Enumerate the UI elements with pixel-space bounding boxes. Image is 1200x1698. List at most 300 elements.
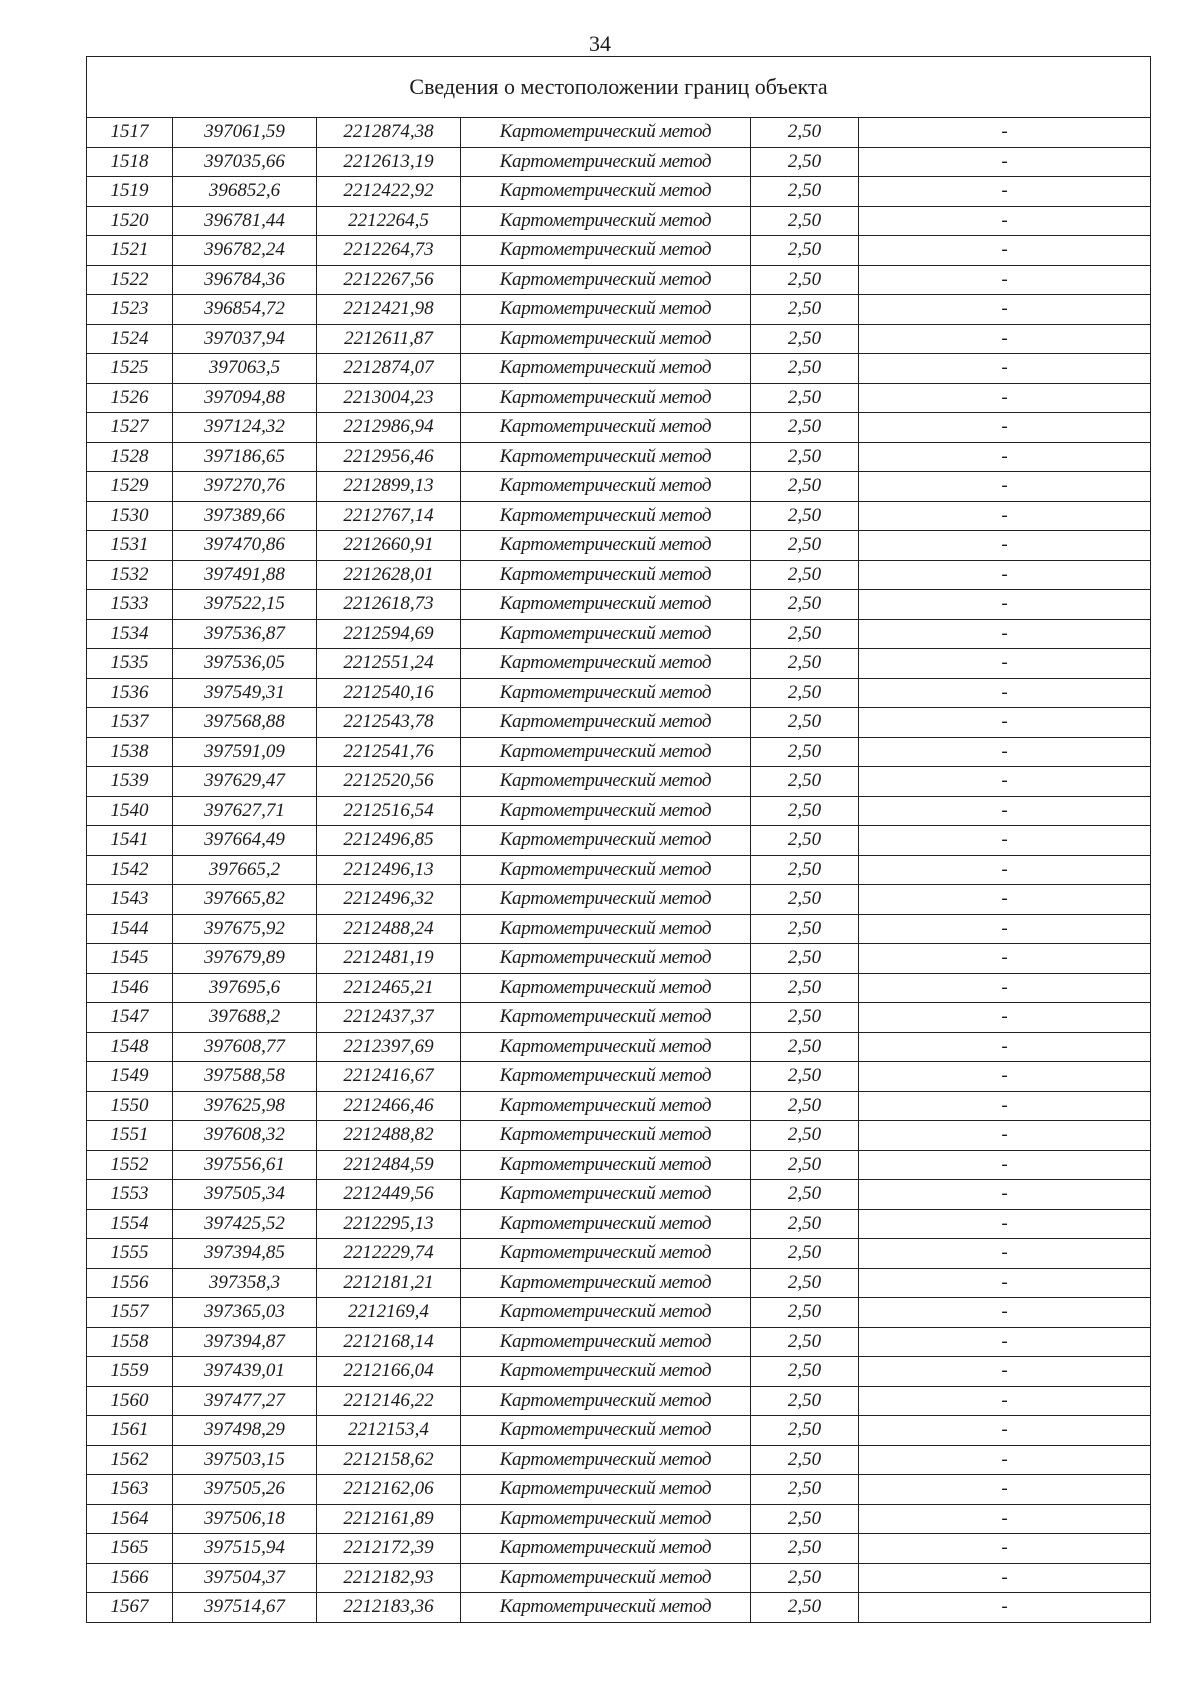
method-cell: Картометрический метод xyxy=(461,1504,751,1534)
description-cell: - xyxy=(859,1357,1151,1387)
method-cell: Картометрический метод xyxy=(461,590,751,620)
method-cell: Картометрический метод xyxy=(461,324,751,354)
point-number-cell: 1523 xyxy=(87,295,173,325)
table-row xyxy=(87,1209,1151,1239)
y-coordinate-cell: 2212496,85 xyxy=(317,826,461,856)
table-row xyxy=(87,796,1151,826)
accuracy-cell: 2,50 xyxy=(751,1475,859,1505)
point-number-cell: 1555 xyxy=(87,1239,173,1269)
accuracy-cell: 2,50 xyxy=(751,560,859,590)
table-row xyxy=(87,472,1151,502)
table-row xyxy=(87,560,1151,590)
method-cell: Картометрический метод xyxy=(461,619,751,649)
method-cell: Картометрический метод xyxy=(461,236,751,266)
x-coordinate-cell: 397665,2 xyxy=(173,855,317,885)
accuracy-cell: 2,50 xyxy=(751,1121,859,1151)
x-coordinate-cell: 397035,66 xyxy=(173,147,317,177)
method-cell: Картометрический метод xyxy=(461,531,751,561)
point-number-cell: 1549 xyxy=(87,1062,173,1092)
x-coordinate-cell: 397394,87 xyxy=(173,1327,317,1357)
accuracy-cell: 2,50 xyxy=(751,1445,859,1475)
accuracy-cell: 2,50 xyxy=(751,531,859,561)
y-coordinate-cell: 2212465,21 xyxy=(317,973,461,1003)
method-cell: Картометрический метод xyxy=(461,1150,751,1180)
x-coordinate-cell: 397505,34 xyxy=(173,1180,317,1210)
description-cell: - xyxy=(859,1268,1151,1298)
x-coordinate-cell: 397591,09 xyxy=(173,737,317,767)
point-number-cell: 1525 xyxy=(87,354,173,384)
method-cell: Картометрический метод xyxy=(461,206,751,236)
x-coordinate-cell: 396784,36 xyxy=(173,265,317,295)
y-coordinate-cell: 2213004,23 xyxy=(317,383,461,413)
y-coordinate-cell: 2212169,4 xyxy=(317,1298,461,1328)
table-row xyxy=(87,649,1151,679)
y-coordinate-cell: 2212182,93 xyxy=(317,1563,461,1593)
description-cell: - xyxy=(859,383,1151,413)
y-coordinate-cell: 2212541,76 xyxy=(317,737,461,767)
description-cell: - xyxy=(859,1386,1151,1416)
point-number-cell: 1543 xyxy=(87,885,173,915)
point-number-cell: 1517 xyxy=(87,118,173,148)
point-number-cell: 1554 xyxy=(87,1209,173,1239)
description-cell: - xyxy=(859,236,1151,266)
point-number-cell: 1563 xyxy=(87,1475,173,1505)
x-coordinate-cell: 397503,15 xyxy=(173,1445,317,1475)
method-cell: Картометрический метод xyxy=(461,1563,751,1593)
y-coordinate-cell: 2212488,82 xyxy=(317,1121,461,1151)
accuracy-cell: 2,50 xyxy=(751,619,859,649)
x-coordinate-cell: 397665,82 xyxy=(173,885,317,915)
point-number-cell: 1542 xyxy=(87,855,173,885)
description-cell: - xyxy=(859,1121,1151,1151)
point-number-cell: 1536 xyxy=(87,678,173,708)
method-cell: Картометрический метод xyxy=(461,826,751,856)
method-cell: Картометрический метод xyxy=(461,265,751,295)
table-row xyxy=(87,1504,1151,1534)
point-number-cell: 1524 xyxy=(87,324,173,354)
description-cell: - xyxy=(859,1534,1151,1564)
description-cell: - xyxy=(859,324,1151,354)
point-number-cell: 1544 xyxy=(87,914,173,944)
description-cell: - xyxy=(859,354,1151,384)
table-row xyxy=(87,1268,1151,1298)
accuracy-cell: 2,50 xyxy=(751,442,859,472)
table-row xyxy=(87,147,1151,177)
method-cell: Картометрический метод xyxy=(461,1121,751,1151)
y-coordinate-cell: 2212172,39 xyxy=(317,1534,461,1564)
x-coordinate-cell: 397505,26 xyxy=(173,1475,317,1505)
x-coordinate-cell: 397536,87 xyxy=(173,619,317,649)
x-coordinate-cell: 397522,15 xyxy=(173,590,317,620)
x-coordinate-cell: 397629,47 xyxy=(173,767,317,797)
table-row xyxy=(87,619,1151,649)
accuracy-cell: 2,50 xyxy=(751,265,859,295)
point-number-cell: 1540 xyxy=(87,796,173,826)
accuracy-cell: 2,50 xyxy=(751,1239,859,1269)
y-coordinate-cell: 2212986,94 xyxy=(317,413,461,443)
accuracy-cell: 2,50 xyxy=(751,1268,859,1298)
method-cell: Картометрический метод xyxy=(461,737,751,767)
table-row xyxy=(87,1121,1151,1151)
point-number-cell: 1519 xyxy=(87,177,173,207)
table-row xyxy=(87,1475,1151,1505)
table-row xyxy=(87,324,1151,354)
accuracy-cell: 2,50 xyxy=(751,295,859,325)
y-coordinate-cell: 2212166,04 xyxy=(317,1357,461,1387)
y-coordinate-cell: 2212466,46 xyxy=(317,1091,461,1121)
x-coordinate-cell: 396781,44 xyxy=(173,206,317,236)
y-coordinate-cell: 2212449,56 xyxy=(317,1180,461,1210)
table-row xyxy=(87,1062,1151,1092)
method-cell: Картометрический метод xyxy=(461,914,751,944)
y-coordinate-cell: 2212481,19 xyxy=(317,944,461,974)
x-coordinate-cell: 396852,6 xyxy=(173,177,317,207)
x-coordinate-cell: 397394,85 xyxy=(173,1239,317,1269)
method-cell: Картометрический метод xyxy=(461,1593,751,1623)
method-cell: Картометрический метод xyxy=(461,1032,751,1062)
method-cell: Картометрический метод xyxy=(461,1445,751,1475)
y-coordinate-cell: 2212874,38 xyxy=(317,118,461,148)
accuracy-cell: 2,50 xyxy=(751,1091,859,1121)
table-caption: Сведения о местоположении границ объекта xyxy=(87,57,1151,118)
description-cell: - xyxy=(859,1180,1151,1210)
y-coordinate-cell: 2212264,5 xyxy=(317,206,461,236)
accuracy-cell: 2,50 xyxy=(751,826,859,856)
table-row xyxy=(87,265,1151,295)
page-number: 34 xyxy=(589,31,611,56)
y-coordinate-cell: 2212168,14 xyxy=(317,1327,461,1357)
x-coordinate-cell: 397504,37 xyxy=(173,1563,317,1593)
y-coordinate-cell: 2212267,56 xyxy=(317,265,461,295)
accuracy-cell: 2,50 xyxy=(751,1357,859,1387)
x-coordinate-cell: 397568,88 xyxy=(173,708,317,738)
table-row xyxy=(87,1593,1151,1623)
point-number-cell: 1560 xyxy=(87,1386,173,1416)
method-cell: Картометрический метод xyxy=(461,501,751,531)
y-coordinate-cell: 2212397,69 xyxy=(317,1032,461,1062)
point-number-cell: 1527 xyxy=(87,413,173,443)
description-cell: - xyxy=(859,973,1151,1003)
table-row xyxy=(87,1180,1151,1210)
y-coordinate-cell: 2212874,07 xyxy=(317,354,461,384)
x-coordinate-cell: 397477,27 xyxy=(173,1386,317,1416)
method-cell: Картометрический метод xyxy=(461,1357,751,1387)
description-cell: - xyxy=(859,295,1151,325)
table-row xyxy=(87,1416,1151,1446)
x-coordinate-cell: 397556,61 xyxy=(173,1150,317,1180)
point-number-cell: 1545 xyxy=(87,944,173,974)
description-cell: - xyxy=(859,177,1151,207)
x-coordinate-cell: 397270,76 xyxy=(173,472,317,502)
accuracy-cell: 2,50 xyxy=(751,1209,859,1239)
description-cell: - xyxy=(859,1563,1151,1593)
y-coordinate-cell: 2212153,4 xyxy=(317,1416,461,1446)
description-cell: - xyxy=(859,1593,1151,1623)
table-row xyxy=(87,973,1151,1003)
table-row xyxy=(87,383,1151,413)
method-cell: Картометрический метод xyxy=(461,1180,751,1210)
table-row xyxy=(87,413,1151,443)
point-number-cell: 1531 xyxy=(87,531,173,561)
y-coordinate-cell: 2212484,59 xyxy=(317,1150,461,1180)
x-coordinate-cell: 397625,98 xyxy=(173,1091,317,1121)
method-cell: Картометрический метод xyxy=(461,1475,751,1505)
x-coordinate-cell: 397439,01 xyxy=(173,1357,317,1387)
x-coordinate-cell: 397061,59 xyxy=(173,118,317,148)
point-number-cell: 1553 xyxy=(87,1180,173,1210)
y-coordinate-cell: 2212613,19 xyxy=(317,147,461,177)
point-number-cell: 1541 xyxy=(87,826,173,856)
table-row xyxy=(87,944,1151,974)
point-number-cell: 1546 xyxy=(87,973,173,1003)
table-row xyxy=(87,177,1151,207)
x-coordinate-cell: 397491,88 xyxy=(173,560,317,590)
accuracy-cell: 2,50 xyxy=(751,177,859,207)
x-coordinate-cell: 396782,24 xyxy=(173,236,317,266)
method-cell: Картометрический метод xyxy=(461,796,751,826)
y-coordinate-cell: 2212496,32 xyxy=(317,885,461,915)
point-number-cell: 1535 xyxy=(87,649,173,679)
table-row xyxy=(87,826,1151,856)
point-number-cell: 1557 xyxy=(87,1298,173,1328)
accuracy-cell: 2,50 xyxy=(751,236,859,266)
description-cell: - xyxy=(859,1504,1151,1534)
description-cell: - xyxy=(859,678,1151,708)
accuracy-cell: 2,50 xyxy=(751,1327,859,1357)
description-cell: - xyxy=(859,1327,1151,1357)
accuracy-cell: 2,50 xyxy=(751,354,859,384)
y-coordinate-cell: 2212956,46 xyxy=(317,442,461,472)
method-cell: Картометрический метод xyxy=(461,1062,751,1092)
description-cell: - xyxy=(859,649,1151,679)
accuracy-cell: 2,50 xyxy=(751,1003,859,1033)
table-row xyxy=(87,1327,1151,1357)
y-coordinate-cell: 2212295,13 xyxy=(317,1209,461,1239)
x-coordinate-cell: 397514,67 xyxy=(173,1593,317,1623)
table-row xyxy=(87,914,1151,944)
y-coordinate-cell: 2212264,73 xyxy=(317,236,461,266)
method-cell: Картометрический метод xyxy=(461,1298,751,1328)
method-cell: Картометрический метод xyxy=(461,442,751,472)
method-cell: Картометрический метод xyxy=(461,413,751,443)
point-number-cell: 1537 xyxy=(87,708,173,738)
method-cell: Картометрический метод xyxy=(461,1239,751,1269)
point-number-cell: 1548 xyxy=(87,1032,173,1062)
accuracy-cell: 2,50 xyxy=(751,1062,859,1092)
description-cell: - xyxy=(859,914,1151,944)
y-coordinate-cell: 2212611,87 xyxy=(317,324,461,354)
description-cell: - xyxy=(859,767,1151,797)
accuracy-cell: 2,50 xyxy=(751,737,859,767)
description-cell: - xyxy=(859,118,1151,148)
method-cell: Картометрический метод xyxy=(461,1416,751,1446)
accuracy-cell: 2,50 xyxy=(751,973,859,1003)
y-coordinate-cell: 2212660,91 xyxy=(317,531,461,561)
accuracy-cell: 2,50 xyxy=(751,1298,859,1328)
point-number-cell: 1533 xyxy=(87,590,173,620)
y-coordinate-cell: 2212229,74 xyxy=(317,1239,461,1269)
table-row xyxy=(87,590,1151,620)
description-cell: - xyxy=(859,531,1151,561)
y-coordinate-cell: 2212183,36 xyxy=(317,1593,461,1623)
accuracy-cell: 2,50 xyxy=(751,413,859,443)
table-row xyxy=(87,1563,1151,1593)
point-number-cell: 1547 xyxy=(87,1003,173,1033)
y-coordinate-cell: 2212181,21 xyxy=(317,1268,461,1298)
description-cell: - xyxy=(859,1445,1151,1475)
description-cell: - xyxy=(859,885,1151,915)
description-cell: - xyxy=(859,1416,1151,1446)
table-row xyxy=(87,501,1151,531)
table-row xyxy=(87,1445,1151,1475)
x-coordinate-cell: 397506,18 xyxy=(173,1504,317,1534)
point-number-cell: 1518 xyxy=(87,147,173,177)
table-row xyxy=(87,1239,1151,1269)
description-cell: - xyxy=(859,944,1151,974)
table-row xyxy=(87,1386,1151,1416)
point-number-cell: 1562 xyxy=(87,1445,173,1475)
accuracy-cell: 2,50 xyxy=(751,885,859,915)
y-coordinate-cell: 2212422,92 xyxy=(317,177,461,207)
accuracy-cell: 2,50 xyxy=(751,1150,859,1180)
description-cell: - xyxy=(859,619,1151,649)
description-cell: - xyxy=(859,590,1151,620)
description-cell: - xyxy=(859,501,1151,531)
method-cell: Картометрический метод xyxy=(461,560,751,590)
table-row xyxy=(87,1003,1151,1033)
point-number-cell: 1567 xyxy=(87,1593,173,1623)
point-number-cell: 1529 xyxy=(87,472,173,502)
table-row xyxy=(87,737,1151,767)
y-coordinate-cell: 2212421,98 xyxy=(317,295,461,325)
table-row xyxy=(87,1357,1151,1387)
description-cell: - xyxy=(859,442,1151,472)
method-cell: Картометрический метод xyxy=(461,1003,751,1033)
point-number-cell: 1530 xyxy=(87,501,173,531)
table-row xyxy=(87,678,1151,708)
x-coordinate-cell: 397470,86 xyxy=(173,531,317,561)
point-number-cell: 1526 xyxy=(87,383,173,413)
accuracy-cell: 2,50 xyxy=(751,118,859,148)
point-number-cell: 1534 xyxy=(87,619,173,649)
accuracy-cell: 2,50 xyxy=(751,324,859,354)
method-cell: Картометрический метод xyxy=(461,118,751,148)
x-coordinate-cell: 397695,6 xyxy=(173,973,317,1003)
y-coordinate-cell: 2212628,01 xyxy=(317,560,461,590)
x-coordinate-cell: 397627,71 xyxy=(173,796,317,826)
point-number-cell: 1566 xyxy=(87,1563,173,1593)
accuracy-cell: 2,50 xyxy=(751,472,859,502)
x-coordinate-cell: 397498,29 xyxy=(173,1416,317,1446)
description-cell: - xyxy=(859,1150,1151,1180)
x-coordinate-cell: 397608,77 xyxy=(173,1032,317,1062)
description-cell: - xyxy=(859,1032,1151,1062)
point-number-cell: 1532 xyxy=(87,560,173,590)
caption-row xyxy=(87,57,1151,118)
accuracy-cell: 2,50 xyxy=(751,649,859,679)
table-row xyxy=(87,885,1151,915)
point-number-cell: 1539 xyxy=(87,767,173,797)
method-cell: Картометрический метод xyxy=(461,973,751,1003)
method-cell: Картометрический метод xyxy=(461,944,751,974)
description-cell: - xyxy=(859,472,1151,502)
point-number-cell: 1521 xyxy=(87,236,173,266)
x-coordinate-cell: 397588,58 xyxy=(173,1062,317,1092)
y-coordinate-cell: 2212437,37 xyxy=(317,1003,461,1033)
x-coordinate-cell: 397063,5 xyxy=(173,354,317,384)
method-cell: Картометрический метод xyxy=(461,708,751,738)
table-row xyxy=(87,1534,1151,1564)
method-cell: Картометрический метод xyxy=(461,1268,751,1298)
description-cell: - xyxy=(859,708,1151,738)
accuracy-cell: 2,50 xyxy=(751,1593,859,1623)
y-coordinate-cell: 2212543,78 xyxy=(317,708,461,738)
x-coordinate-cell: 397536,05 xyxy=(173,649,317,679)
x-coordinate-cell: 397365,03 xyxy=(173,1298,317,1328)
accuracy-cell: 2,50 xyxy=(751,944,859,974)
x-coordinate-cell: 397549,31 xyxy=(173,678,317,708)
x-coordinate-cell: 397608,32 xyxy=(173,1121,317,1151)
point-number-cell: 1551 xyxy=(87,1121,173,1151)
accuracy-cell: 2,50 xyxy=(751,1534,859,1564)
table-row xyxy=(87,708,1151,738)
y-coordinate-cell: 2212540,16 xyxy=(317,678,461,708)
table-row xyxy=(87,206,1151,236)
accuracy-cell: 2,50 xyxy=(751,1563,859,1593)
point-number-cell: 1558 xyxy=(87,1327,173,1357)
description-cell: - xyxy=(859,1091,1151,1121)
method-cell: Картометрический метод xyxy=(461,177,751,207)
description-cell: - xyxy=(859,413,1151,443)
method-cell: Картометрический метод xyxy=(461,147,751,177)
x-coordinate-cell: 397664,49 xyxy=(173,826,317,856)
method-cell: Картометрический метод xyxy=(461,1091,751,1121)
x-coordinate-cell: 397124,32 xyxy=(173,413,317,443)
y-coordinate-cell: 2212767,14 xyxy=(317,501,461,531)
table-row xyxy=(87,118,1151,148)
accuracy-cell: 2,50 xyxy=(751,678,859,708)
method-cell: Картометрический метод xyxy=(461,1386,751,1416)
accuracy-cell: 2,50 xyxy=(751,206,859,236)
description-cell: - xyxy=(859,265,1151,295)
y-coordinate-cell: 2212416,67 xyxy=(317,1062,461,1092)
method-cell: Картометрический метод xyxy=(461,885,751,915)
point-number-cell: 1522 xyxy=(87,265,173,295)
point-number-cell: 1559 xyxy=(87,1357,173,1387)
accuracy-cell: 2,50 xyxy=(751,914,859,944)
description-cell: - xyxy=(859,826,1151,856)
method-cell: Картометрический метод xyxy=(461,855,751,885)
point-number-cell: 1550 xyxy=(87,1091,173,1121)
description-cell: - xyxy=(859,147,1151,177)
point-number-cell: 1564 xyxy=(87,1504,173,1534)
method-cell: Картометрический метод xyxy=(461,354,751,384)
accuracy-cell: 2,50 xyxy=(751,501,859,531)
x-coordinate-cell: 397389,66 xyxy=(173,501,317,531)
y-coordinate-cell: 2212162,06 xyxy=(317,1475,461,1505)
x-coordinate-cell: 397679,89 xyxy=(173,944,317,974)
accuracy-cell: 2,50 xyxy=(751,1032,859,1062)
method-cell: Картометрический метод xyxy=(461,295,751,325)
point-number-cell: 1561 xyxy=(87,1416,173,1446)
y-coordinate-cell: 2212146,22 xyxy=(317,1386,461,1416)
table-body xyxy=(87,57,1151,1623)
accuracy-cell: 2,50 xyxy=(751,1180,859,1210)
accuracy-cell: 2,50 xyxy=(751,855,859,885)
method-cell: Картометрический метод xyxy=(461,472,751,502)
table-row xyxy=(87,531,1151,561)
table-row xyxy=(87,295,1151,325)
